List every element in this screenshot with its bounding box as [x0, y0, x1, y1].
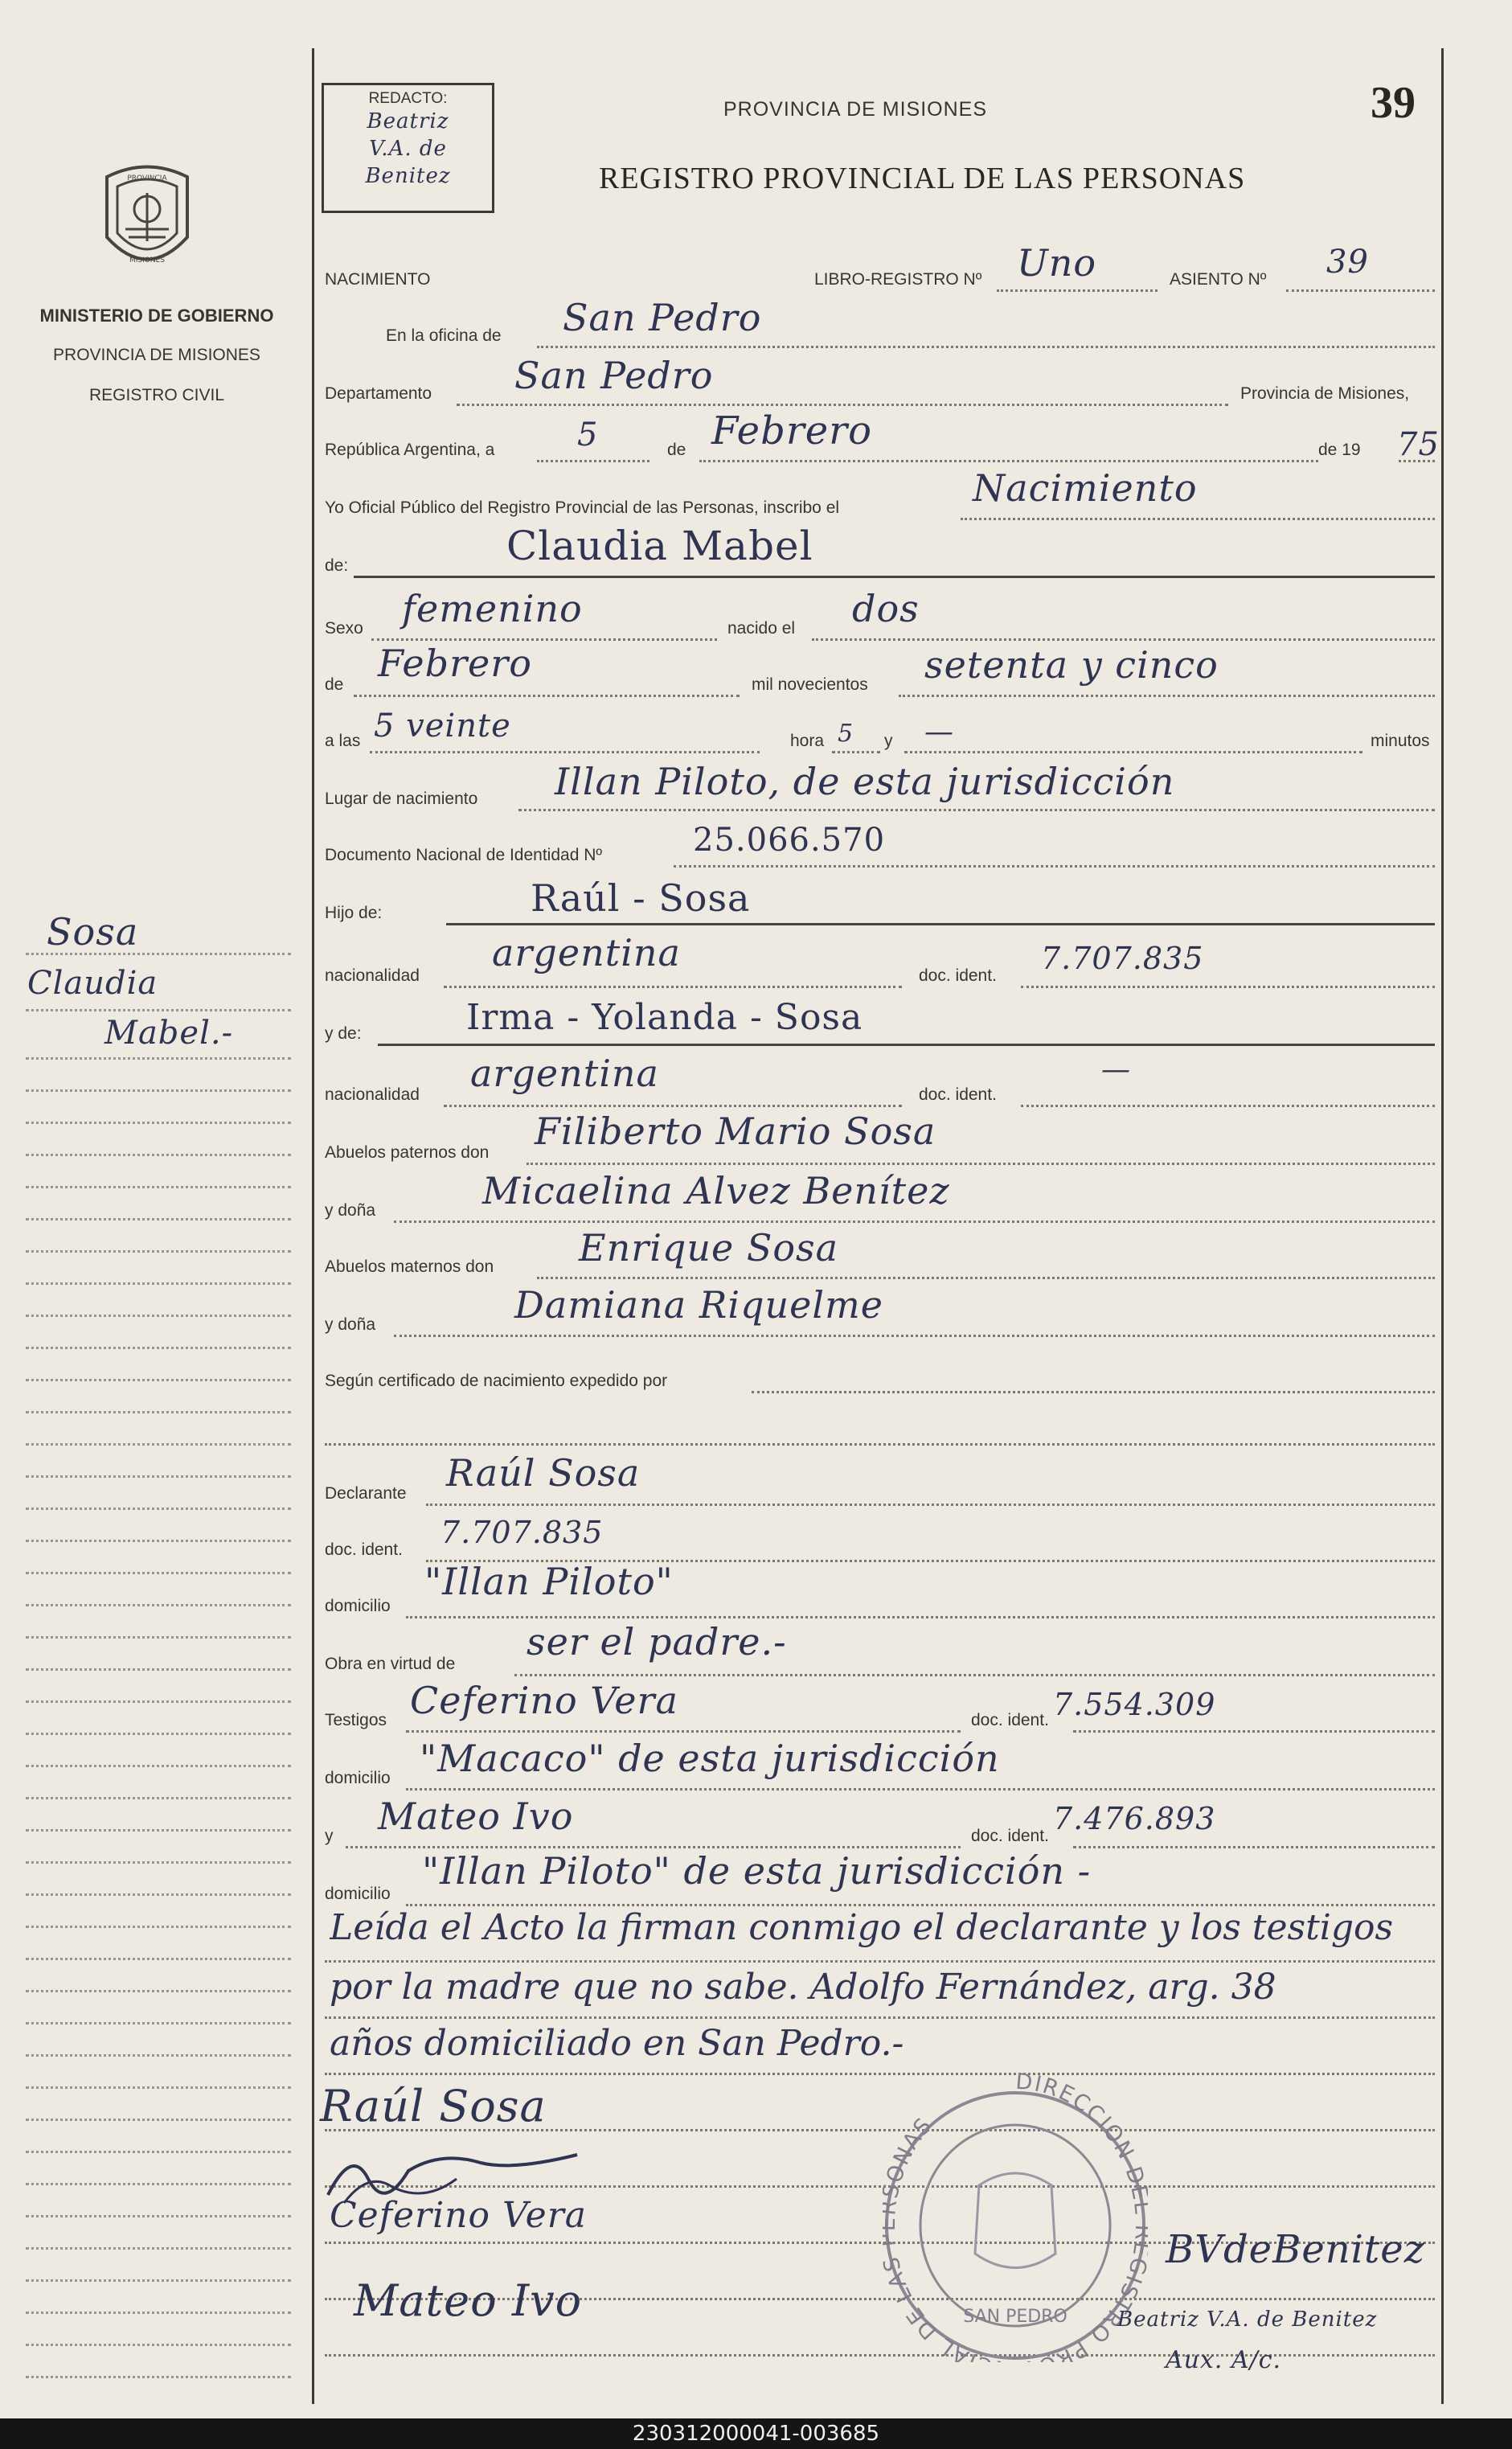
doc-2-label: doc. ident. [919, 1085, 997, 1104]
official-stamp [883, 2065, 1148, 2362]
note-line-1: Leída el Acto la firman conmigo el declarante y los testigos [330, 1907, 1394, 1948]
de-mes-label: de [667, 441, 686, 459]
redacto-box [322, 83, 494, 213]
certificado-label: Según certificado de nacimiento expedido por [325, 1372, 668, 1390]
nombre-line [354, 576, 1435, 578]
libro-line [997, 289, 1158, 292]
oficial-line [961, 518, 1435, 520]
departamento-line [457, 404, 1228, 406]
hora-label: hora [790, 732, 825, 750]
departamento-label: Departamento [325, 384, 432, 403]
minutos-label: minutos [1371, 732, 1430, 750]
mil-label: mil novecientos [752, 675, 868, 694]
hora-value: 5 [838, 720, 854, 748]
page-title: REGISTRO PROVINCIAL DE LAS PERSONAS [599, 162, 1246, 195]
testigos-label: Testigos [325, 1711, 387, 1729]
declarante-value: Raúl Sosa [446, 1451, 641, 1495]
abuelo-materno-value: Enrique Sosa [579, 1226, 839, 1270]
testigo-1-value: Ceferino Vera [410, 1679, 678, 1722]
nacionalidad-1-line [444, 986, 902, 988]
departamento-value: San Pedro [514, 354, 714, 397]
de-nombre-label: de: [325, 556, 349, 575]
testigo-2-line [346, 1846, 961, 1848]
dia-value: 5 [577, 416, 599, 453]
nacionalidad-2-label: nacionalidad [325, 1085, 420, 1104]
nacido-label: nacido el [727, 619, 796, 638]
redacto-hand-2: V.A. de [369, 137, 447, 161]
domicilio-3-label: domicilio [325, 1885, 391, 1903]
dni-value: 25.066.570 [693, 822, 886, 859]
provincia-label: Provincia de Misiones, [1240, 384, 1410, 403]
doc-testigo-1-line [1073, 1730, 1435, 1733]
mil-value: setenta y cinco [924, 643, 1219, 687]
ministry-heading: MINISTERIO DE GOBIERNO [39, 306, 274, 326]
doc-declarante-label: doc. ident. [325, 1540, 403, 1559]
left-margin-rule [312, 48, 314, 2404]
domicilio-1-label: domicilio [325, 1597, 391, 1615]
nacido-value: dos [852, 587, 920, 630]
redacto-label: REDACTO: [368, 90, 448, 107]
testigo-2-value: Mateo Ivo [378, 1795, 574, 1838]
y-dona-1-label: y doña [325, 1201, 376, 1220]
obra-label: Obra en virtud de [325, 1655, 456, 1673]
domicilio-1-line [406, 1616, 1435, 1618]
de-mes-nac-label: de [325, 675, 344, 694]
oficial-value: Nacimiento [973, 466, 1198, 510]
mes-nac-line [354, 695, 740, 697]
note-line-2: por la madre que no sabe. Adolfo Fernández, arg. 38 [330, 1967, 1276, 2008]
sexo-value: femenino [402, 587, 583, 630]
a-las-value: 5 veinte [374, 708, 511, 745]
doc-2-line [1021, 1105, 1435, 1107]
sidebar-province: PROVINCIA DE MISIONES [53, 346, 260, 364]
certificado-line [752, 1391, 1435, 1393]
note-line-3: años domiciliado en San Pedro.- [330, 2023, 904, 2064]
testigo-1-line [406, 1730, 961, 1733]
abuelo-paterno-value: Filiberto Mario Sosa [535, 1110, 936, 1153]
sexo-label: Sexo [325, 619, 363, 638]
oficina-value: San Pedro [563, 296, 762, 339]
abuelo-paterno-line [527, 1163, 1435, 1165]
libro-value: Uno [1017, 241, 1097, 285]
padre-line [446, 923, 1435, 925]
sidebar-registry: REGISTRO CIVIL [88, 386, 225, 404]
anio-label: de 19 [1318, 441, 1361, 459]
official-title: Aux. A/c. [1166, 2346, 1282, 2374]
margin-note-line-1: Sosa [47, 910, 139, 954]
obra-line [514, 1674, 1435, 1676]
madre-line [378, 1044, 1435, 1046]
domicilio-2-line [406, 1788, 1435, 1791]
doc-1-label: doc. ident. [919, 966, 997, 985]
lugar-label: Lugar de nacimiento [325, 790, 478, 808]
doc-testigo-1-value: 7.554.309 [1053, 1687, 1216, 1722]
y-de-label: y de: [325, 1024, 362, 1043]
doc-testigo-2-value: 7.476.893 [1053, 1801, 1216, 1836]
nombre-value: Claudia Mabel [506, 523, 813, 569]
mil-line [899, 695, 1435, 697]
nacido-line [812, 638, 1435, 641]
obra-value: ser el padre.- [527, 1620, 787, 1663]
padre-value: Raúl - Sosa [531, 876, 751, 920]
nacimiento-label: NACIMIENTO [325, 270, 431, 289]
footer-bar [0, 2418, 1512, 2449]
nacionalidad-1-label: nacionalidad [325, 966, 420, 985]
coat-of-arms-seal [95, 161, 199, 281]
seal-top-text: PROVINCIA [127, 174, 167, 183]
abuelos-paternos-label: Abuelos paternos don [325, 1143, 490, 1162]
note-rule-3 [325, 2073, 1435, 2075]
mes-nac-value: Febrero [378, 642, 532, 685]
abuelos-maternos-label: Abuelos maternos don [325, 1257, 494, 1276]
dia-line [537, 460, 649, 462]
note-rule-2 [325, 2016, 1435, 2019]
abuela-materna-line [394, 1335, 1435, 1337]
nacionalidad-2-line [444, 1105, 902, 1107]
hijo-label: Hijo de: [325, 904, 383, 922]
lugar-line [518, 809, 1435, 811]
y-line [904, 751, 1362, 753]
hora-line [832, 751, 880, 753]
stamp-ring-text: DIRECCION D ISTRO PR IAL DE LA ONAS [883, 2069, 1148, 2362]
certificado-line-2 [325, 1443, 1435, 1446]
anio-value: 75 [1397, 426, 1440, 463]
doc-declarante-value: 7.707.835 [440, 1515, 604, 1550]
y-value: — [924, 716, 954, 749]
declarante-line [426, 1503, 1435, 1506]
republica-label: República Argentina, a [325, 441, 495, 459]
doc-1-line [1021, 986, 1435, 988]
margin-note-line-2: Claudia [27, 965, 158, 1002]
dni-line [674, 865, 1435, 868]
abuela-materna-value: Damiana Riquelme [514, 1283, 883, 1327]
oficina-label: En la oficina de [386, 326, 502, 345]
signature-raul-sosa: Raúl Sosa [320, 2081, 547, 2131]
doc-testigo-2-line [1073, 1846, 1435, 1848]
a-las-line [370, 751, 760, 753]
redacto-hand-1: Beatriz [367, 109, 449, 133]
y-dona-2-label: y doña [325, 1315, 376, 1334]
margin-note-line-3: Mabel.- [104, 1015, 234, 1052]
signature-mateo-ivo: Mateo Ivo [354, 2275, 583, 2326]
sexo-line [371, 638, 717, 641]
asiento-line [1286, 289, 1435, 292]
asiento-label: ASIENTO Nº [1170, 270, 1267, 289]
nacionalidad-1-value: argentina [492, 931, 681, 974]
libro-label: LIBRO-REGISTRO Nº [814, 270, 982, 289]
declarante-label: Declarante [325, 1484, 407, 1503]
note-rule-1 [325, 1960, 1435, 1963]
official-signature: BVdeBenitez [1166, 2227, 1425, 2272]
official-name: Beatriz V.A. de Benitez [1117, 2307, 1378, 2332]
lugar-value: Illan Piloto, de esta jurisdicción [555, 760, 1175, 803]
domicilio-2-value: "Macaco" de esta jurisdicción [420, 1737, 1000, 1780]
page-number: 39 [1371, 78, 1416, 128]
abuela-paterna-value: Micaelina Alvez Benítez [482, 1169, 950, 1212]
abuelo-materno-line [537, 1277, 1435, 1279]
domicilio-3-value: "Illan Piloto" de esta jurisdicción - [422, 1849, 1092, 1893]
doc-testigo-2-label: doc. ident. [971, 1827, 1049, 1845]
redacto-hand-3: Benitez [365, 164, 451, 188]
doc-testigo-1-label: doc. ident. [971, 1711, 1049, 1729]
y-hora-label: y [884, 732, 893, 750]
seal-bottom-text: MISIONES [129, 256, 166, 265]
header-province: PROVINCIA DE MISIONES [723, 98, 988, 121]
nacionalidad-2-value: argentina [470, 1052, 659, 1095]
domicilio-1-value: "Illan Piloto" [424, 1560, 674, 1603]
mes-value: Febrero [711, 408, 873, 453]
doc-1-value: 7.707.835 [1041, 941, 1204, 976]
mes-line [699, 460, 1318, 462]
a-las-label: a las [325, 732, 361, 750]
signature-ceferino-vera: Ceferino Vera [330, 2195, 587, 2236]
dni-label: Documento Nacional de Identidad Nº [325, 846, 603, 864]
footer-code: 230312000041-003685 [632, 2422, 880, 2446]
oficina-line [537, 346, 1435, 348]
domicilio-3-line [406, 1904, 1435, 1906]
oficial-label: Yo Oficial Público del Registro Provincial de las Personas, inscribo el [325, 498, 840, 517]
y-testigo-label: y [325, 1827, 334, 1845]
abuela-paterna-line [394, 1220, 1435, 1223]
madre-value: Irma - Yolanda - Sosa [466, 997, 863, 1038]
right-margin-rule [1441, 48, 1444, 2404]
doc-2-value: — [1101, 1053, 1131, 1086]
asiento-value: 39 [1326, 244, 1369, 281]
domicilio-2-label: domicilio [325, 1769, 391, 1787]
stamp-center-text: SAN PEDRO [963, 2307, 1067, 2327]
